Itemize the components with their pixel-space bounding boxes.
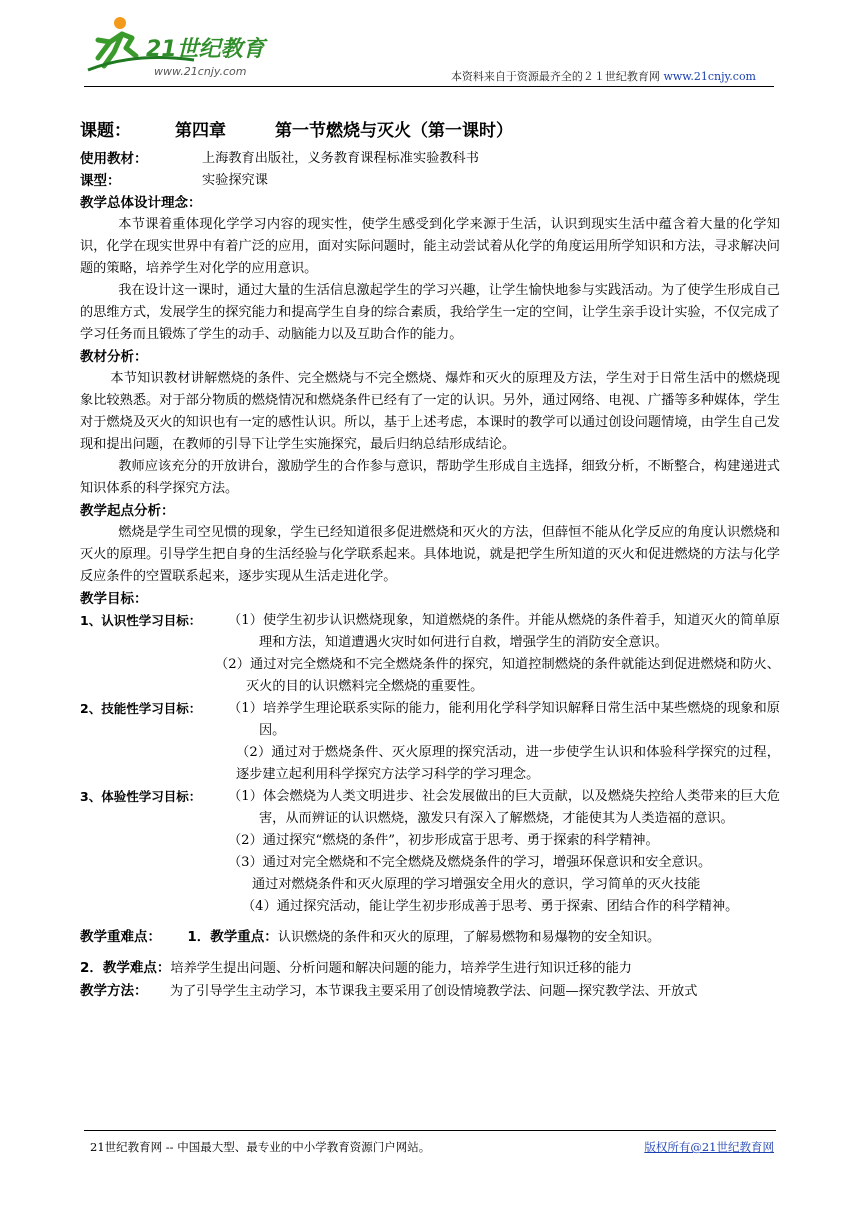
analysis-heading: 教材分析： — [80, 349, 148, 365]
textbook-label: 使用教材： — [80, 151, 148, 167]
lesson-type-row — [80, 170, 780, 192]
difficulty-text: 培养学生提出问题、分析问题和解决问题的能力，培养学生进行知识迁移的能力 — [170, 961, 632, 976]
goal-item: （2）通过探究“燃烧的条件”，初步形成富于思考、勇于探索的科学精神。 — [228, 833, 659, 848]
goals-heading: 教学目标： — [80, 591, 148, 607]
title-chapter: 第四章 — [175, 121, 226, 141]
header-site-link[interactable]: www.21cnjy.com — [663, 70, 756, 83]
methods-text: 为了引导学生主动学习，本节课我主要采用了创设情境教学法、问题—探究教学法、开放式 — [169, 984, 698, 999]
runner-logo-icon — [84, 12, 284, 82]
goal-experience — [80, 786, 780, 918]
design-paragraph: 我在设计这一课时，通过大量的生活信息激起学生的学习兴趣，让学生愉快地参与实践活动。为了使学生形成自己的思维方式，发展学生的探究能力和提高学生自身的综合素质，我给学生一定的空间，让学生亲手设计实验，不仅完成了学习任务而且锻炼了学生的动手、动脑能力以及互助合作的能力。 — [80, 283, 780, 342]
difficulty-row — [80, 957, 780, 980]
goal-item: 通过对燃烧条件和灭火原理的学习增强安全用火的意识，学习简单的灭火技能 — [252, 877, 701, 892]
footer-text: 21世纪教育网 -- 中国最大型、最专业的中小学教育资源门户网站。 — [90, 1140, 431, 1154]
goal-item: （1）体会燃烧为人类文明进步、社会发展做出的巨大贡献，以及燃烧失控给人类带来的巨大危害，从而辨证的认识燃烧，激发只有深入了解燃烧，才能使其为人类造福的意识。 — [228, 789, 780, 826]
goal-item: （1）培养学生理论联系实际的能力，能利用化学科学知识解释日常生活中某些燃烧的现象和原因。 — [228, 701, 780, 738]
analysis-paragraph: 教师应该充分的开放讲台，激励学生的合作参与意识，帮助学生形成自主选择，细致分析，不断整合，构建递进式知识体系的科学探究方法。 — [80, 459, 780, 496]
goal-item: （3）通过对完全燃烧和不完全燃烧及燃烧条件的学习，增强环保意识和安全意识。 — [228, 855, 712, 870]
goal-item: （2）通过对完全燃烧和不完全燃烧条件的探究，知道控制燃烧的条件就能达到促进燃烧和防火、灭火的目的认识燃料完全燃烧的重要性。 — [215, 657, 780, 694]
header-source-note — [451, 68, 756, 84]
goal-cognitive — [80, 610, 780, 698]
lesson-type-value: 实验探究课 — [202, 173, 268, 188]
difficulty-label: 2．教学难点： — [80, 960, 171, 976]
key-point-label: 1．教学重点： — [187, 929, 278, 945]
goal-item: （2）通过对于燃烧条件、灭火原理的探究活动，进一步使学生认识和体验科学探究的过程，逐步建立起利用科学探究方法学习科学的学习理念。 — [236, 745, 780, 782]
header-note-text: 本资料来自于资源最齐全的２１世纪教育网 — [450, 70, 660, 83]
methods-heading: 教学方法： — [80, 983, 148, 999]
logo-text: 21世纪教育 — [146, 37, 265, 62]
design-paragraph: 本节课着重体现化学学习内容的现实性，使学生感受到化学来源于生活，认识到现实生活中蕴含着大量的化学知识，化学在现实世界中有着广泛的应用，面对实际问题时，能主动尝试着从化学的角度运用所学知识和方法，寻求解决问题的策略，培养学生对化学的应用意识。 — [80, 217, 780, 276]
goal-label: 1、认识性学习目标： — [80, 613, 202, 628]
page-header — [84, 12, 774, 86]
site-logo[interactable] — [84, 12, 284, 82]
textbook-row — [80, 148, 780, 170]
textbook-value: 上海教育出版社，义务教育课程标准实验教科书 — [202, 151, 479, 166]
page-title — [80, 118, 780, 144]
footer-divider — [84, 1130, 776, 1131]
key-point-text: 认识燃烧的条件和灭火的原理，了解易燃物和易爆物的安全知识。 — [277, 930, 661, 945]
goal-label: 2、技能性学习目标： — [80, 701, 202, 716]
key-point-row — [80, 926, 780, 949]
lesson-type-label: 课型： — [80, 173, 121, 189]
start-paragraph: 燃烧是学生司空见惯的现象，学生已经知道很多促进燃烧和灭火的方法，但薛恒不能从化学反应的角度认识燃烧和灭火的原理。引导学生把自身的生活经验与化学联系起来。具体地说，就是把学生所知道的灭火和促进燃烧的方法与化学反应条件的空置联系起来，逐步实现从生活走进化学。 — [80, 525, 780, 584]
analysis-paragraph: 本节知识教材讲解燃烧的条件、完全燃烧与不完全燃烧、爆炸和灭火的原理及方法，学生对于日常生活中的燃烧现象比较熟悉。对于部分物质的燃烧情况和燃烧条件已经有了一定的认识。另外，通过网络、电视、广播等多种媒体，学生对于燃烧及灭火的知识也有一定的感性认识。所以，基于上述考虑，本课时的教学可以通过创设问题情境，由学生自己发现和提出问题，在教师的引导下让学生实施探究，最后归纳总结形成结论。 — [80, 371, 780, 452]
goal-item: （1）使学生初步认识燃烧现象，知道燃烧的条件。并能从燃烧的条件着手，知道灭火的简单原理和方法，知道遭遇火灾时如何进行自救，增强学生的消防安全意识。 — [228, 613, 780, 650]
logo-url: www.21cnjy.com — [154, 65, 247, 78]
goal-label: 3、体验性学习目标： — [80, 789, 202, 804]
keypoints-heading: 教学重难点： — [80, 929, 161, 945]
goal-item: （4）通过探究活动，能让学生初步形成善于思考、勇于探索、团结合作的科学精神。 — [242, 899, 739, 914]
title-label: 课题： — [80, 121, 131, 141]
lesson-plan — [80, 118, 780, 1003]
page-footer — [90, 1139, 774, 1155]
design-heading: 教学总体设计理念： — [80, 195, 202, 211]
title-section: 第一节燃烧与灭火（第一课时） — [275, 121, 513, 141]
header-divider — [84, 86, 774, 87]
copyright-link[interactable]: 版权所有@21世纪教育网 — [644, 1140, 774, 1154]
methods-row — [80, 980, 780, 1003]
start-heading: 教学起点分析： — [80, 503, 175, 519]
goal-skill — [80, 698, 780, 786]
